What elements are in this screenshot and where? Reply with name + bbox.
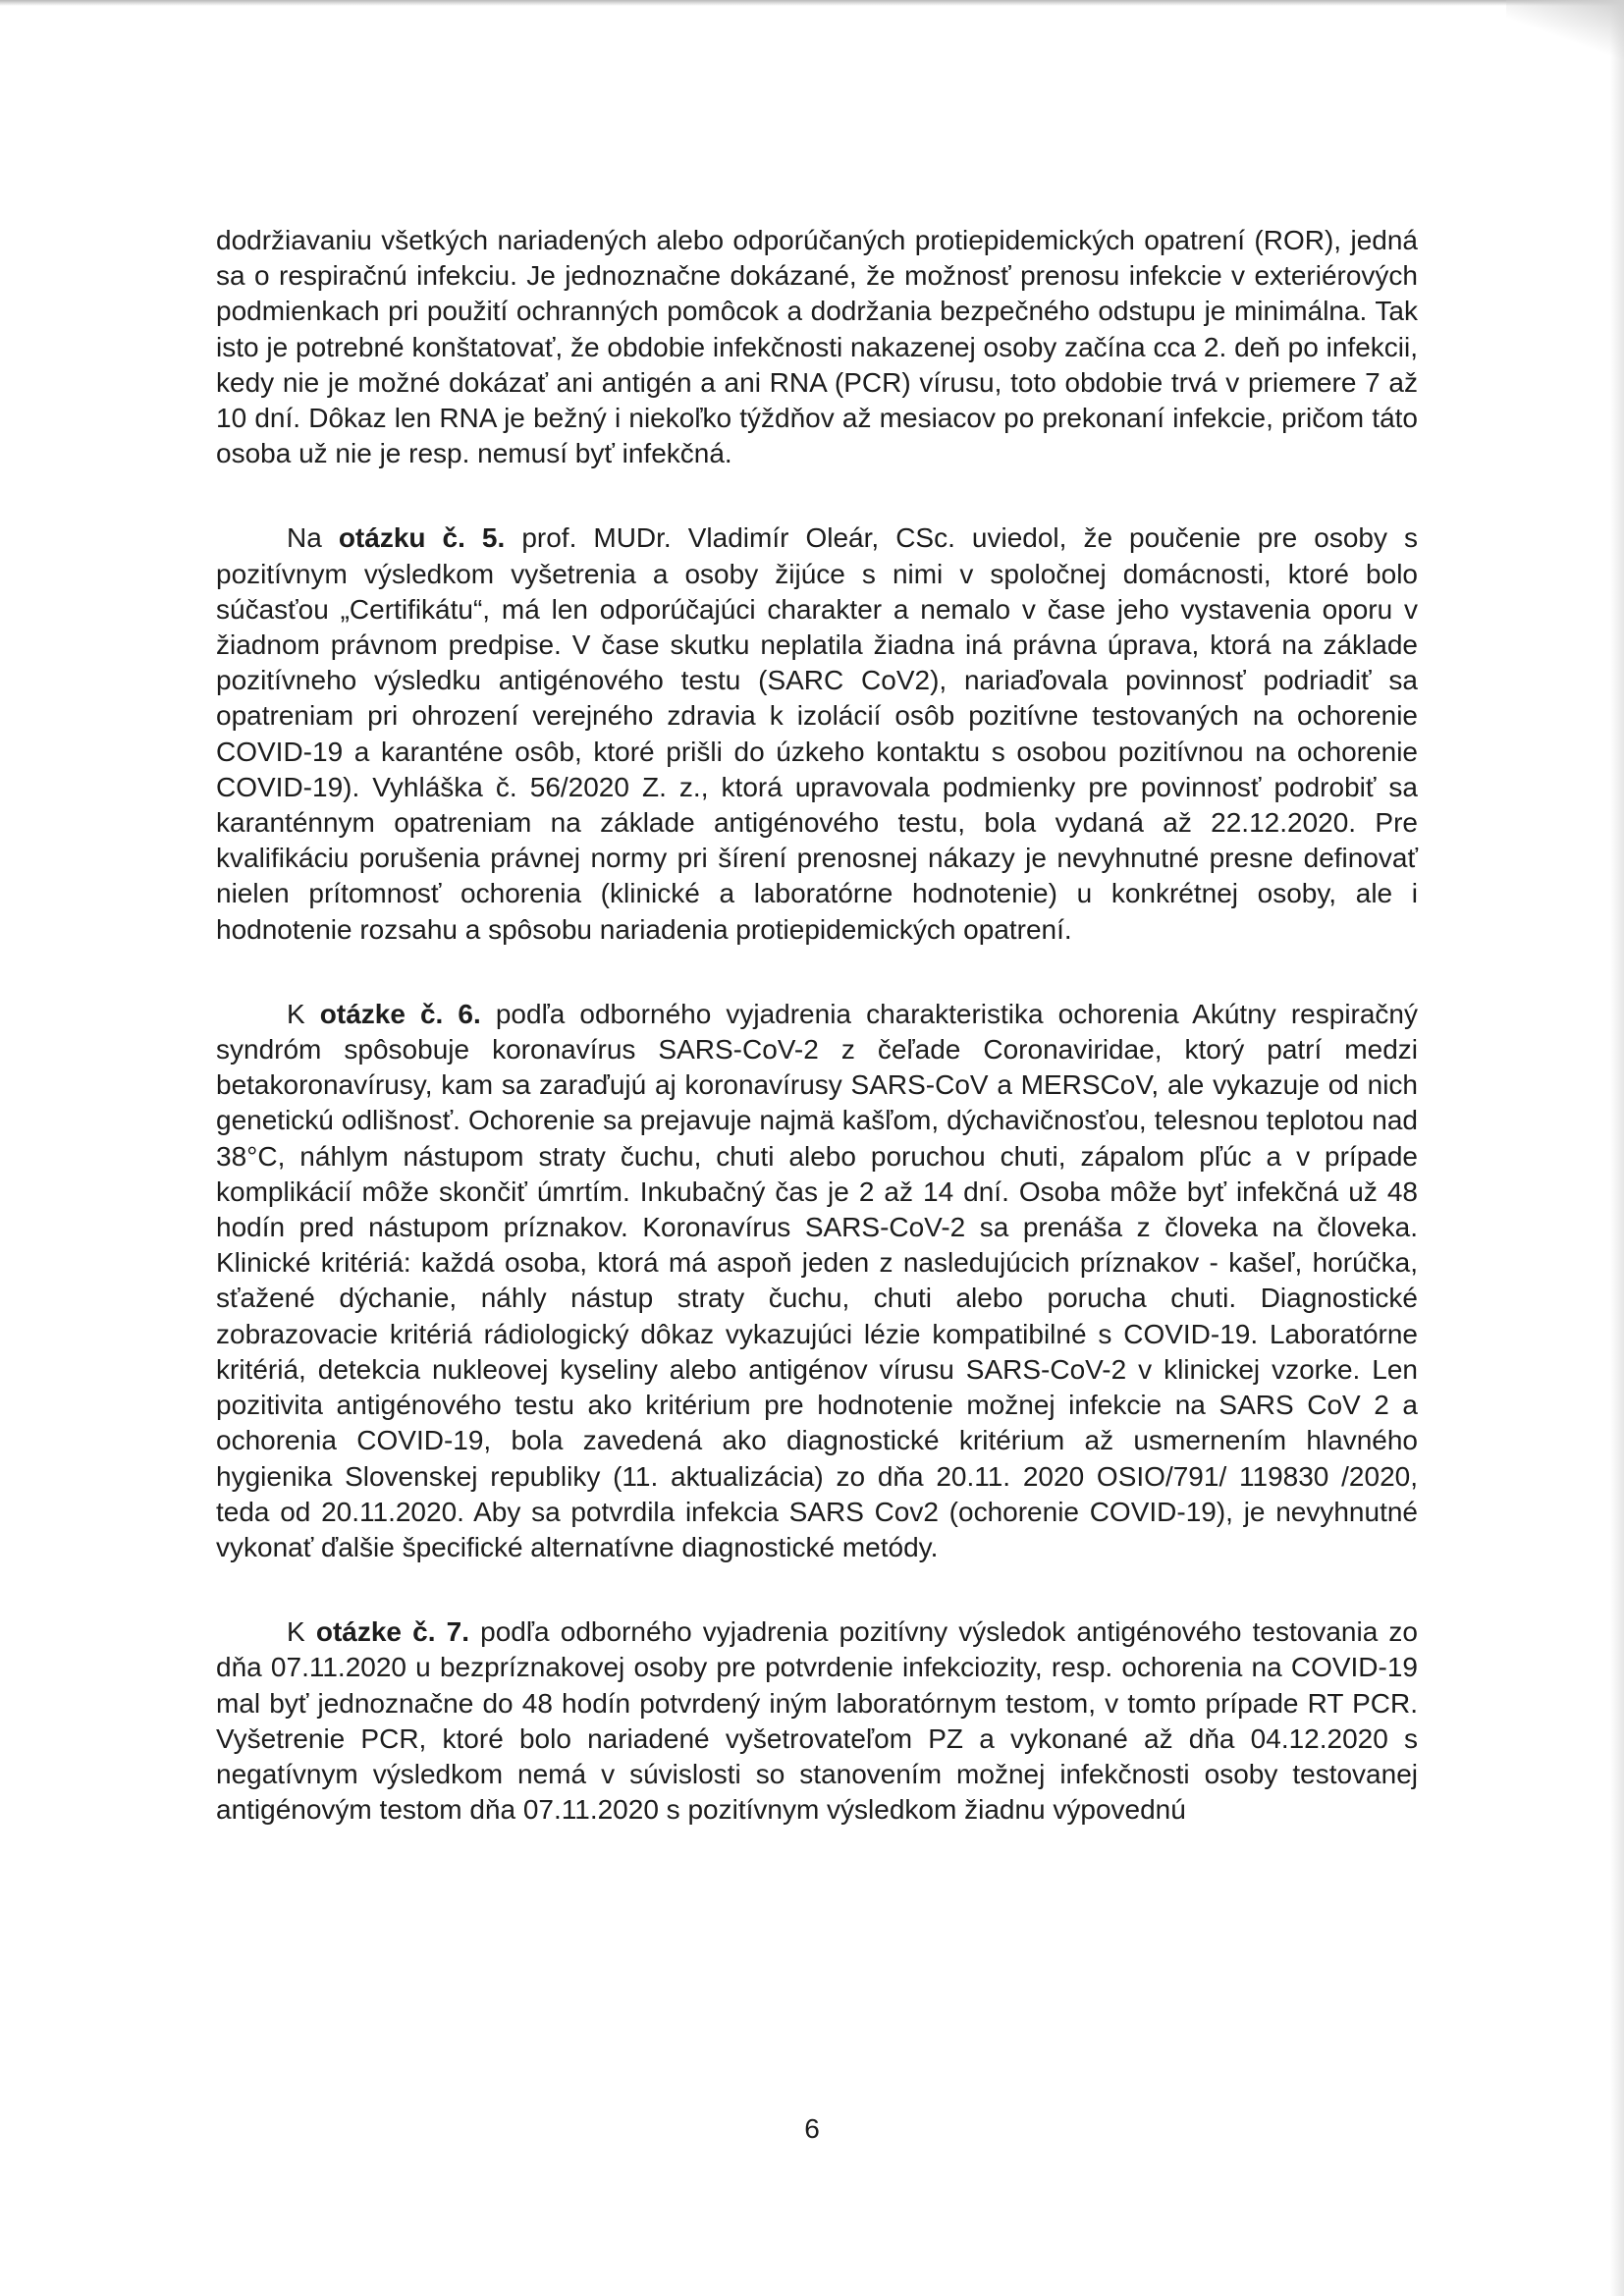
question-label: otázke č. 7. [315, 1616, 469, 1648]
question-label: otázke č. 6. [319, 998, 481, 1029]
paragraph-text: prof. MUDr. Vladimír Oleár, CSc. uviedol, že poučenie pre osoby s pozitívnym výsledkom vyšetrenia a osoby žijúce s nimi v spoločnej domácnosti, ktoré bolo súčasťou „Certifikátu“, má len odporúčajúci charakter a nemalo v čase jeho vystavenia oporu v žiadnom právnom predpise. V čase skutku neplatila žiadna iná právna úprava, ktorá na základe pozitívneho výsledku antigénového testu (SARC CoV2), nariaďovala povinnosť podriadiť sa opatreniam pri ohrození verejného zdravia k izolácií osôb pozitívne testovaných na ochorenie COVID-19 a karanténe osôb, ktoré prišli do úzkeho kontaktu s osobou pozitívnou na ochorenie COVID-19). Vyhláška č. 56/2020 Z. z., ktorá upravovala podmienky pre povinnosť podrobiť sa karanténnym opatreniam na základe antigénového testu, bola vydaná až 22.12.2020. Pre kvalifikáciu porušenia právnej normy pri šírení prenosnej nákazy je nevyhnutné presne definovať nielen prítomnosť ochorenia (klinické a laboratórne hodnotenie) u konkrétnej osoby, ale i hodnotenie rozsahu a spôsobu nariadenia protiepidemických opatrení. [216, 522, 1418, 945]
question-label: otázku č. 5. [338, 522, 506, 554]
paragraph-1 [216, 223, 1418, 471]
paragraph-question-5 [216, 520, 1418, 947]
page-number: 6 [804, 2113, 820, 2144]
paragraph-text: K [287, 998, 320, 1029]
scan-corner-shadow [1506, 0, 1624, 59]
paragraph-text: K [287, 1616, 316, 1648]
paragraph-text: podľa odborného vyjadrenia pozitívny výsledok antigénového testovania zo dňa 07.11.2020 u bezpríznakovej osoby pre potvrdenie infekciozity, resp. ochorenia na COVID-19 mal byť jednoznačne do 48 hodín potvrdený iným laboratórnym testom, v tomto prípade RT PCR. Vyšetrenie PCR, ktoré bolo nariadené vyšetrovateľom PZ a vykonané až dňa 04.12.2020 s negatívnym výsledkom nemá v súvislosti so stanovením možnej infekčnosti osoby testovanej antigénovým testom dňa 07.11.2020 s pozitívnym výsledkom žiadnu výpovednú [216, 1616, 1419, 1826]
document-body [216, 223, 1418, 1877]
paragraph-question-6 [216, 997, 1418, 1565]
paragraph-text: podľa odborného vyjadrenia charakteristika ochorenia Akútny respiračný syndróm spôsobuje koronavírus SARS-CoV-2 z čeľade Coronaviridae, ktorý patrí medzi betakoronavírusy, kam sa zaraďujú aj koronavírusy SARS-CoV a MERSCoV, ale vykazuje od nich genetickú odlišnosť. Ochorenie sa prejavuje najmä kašľom, dýchavičnosťou, telesnou teplotou nad 38°C, náhlym nástupom straty čuchu, chuti alebo poruchou chuti, zápalom pľúc a v prípade komplikácií môže skončiť úmrtím. Inkubačný čas je 2 až 14 dní. Osoba môže byť infekčná už 48 hodín pred nástupom príznakov. Koronavírus SARS-CoV-2 sa prenáša z človeka na človeka. Klinické kritériá: každá osoba, ktorá má aspoň jeden z nasledujúcich príznakov - kašeľ, horúčka, sťažené dýchanie, náhly nástup straty čuchu, chuti alebo porucha chuti. Diagnostické zobrazovacie kritériá rádiologický dôkaz vykazujúci lézie kompatibilné s COVID-19. Laboratórne kritériá, detekcia nukleovej kyseliny alebo antigénov vírusu SARS-CoV-2 v klinickej vzorke. Len pozitivita antigénového testu ako kritérium pre hodnotenie možnej infekcie na SARS CoV 2 a ochorenia COVID-19, bola zavedená ako diagnostické kritérium až usmernením hlavného hygienika Slovenskej republiky (11. aktualizácia) zo dňa 20.11. 2020 OSIO/791/ 119830 /2020, teda od 20.11.2020. Aby sa potvrdila infekcia SARS Cov2 (ochorenie COVID-19), je nevyhnutné vykonať ďalšie špecifické alternatívne diagnostické metódy. [216, 998, 1419, 1562]
paragraph-text: dodržiavaniu všetkých nariadených alebo odporúčaných protiepidemických opatrení (ROR), jedná sa o respiračnú infekciu. Je jednoznačne dokázané, že možnosť prenosu infekcie v exteriérových podmienkach pri použití ochranných pomôcok a dodržania bezpečného odstupu je minimálna. Tak isto je potrebné konštatovať, že obdobie infekčnosti nakazenej osoby začína cca 2. deň po infekcii, kedy nie je možné dokázať ani antigén a ani RNA (PCR) vírusu, toto obdobie trvá v priemere 7 až 10 dní. Dôkaz len RNA je bežný i niekoľko týždňov až mesiacov po prekonaní infekcie, pričom táto osoba už nie je resp. nemusí byť infekčná. [216, 225, 1418, 469]
scan-edge-right [1610, 0, 1624, 2296]
scan-edge-top [0, 0, 1624, 6]
paragraph-question-7 [216, 1614, 1418, 1828]
paragraph-text: Na [287, 522, 339, 554]
